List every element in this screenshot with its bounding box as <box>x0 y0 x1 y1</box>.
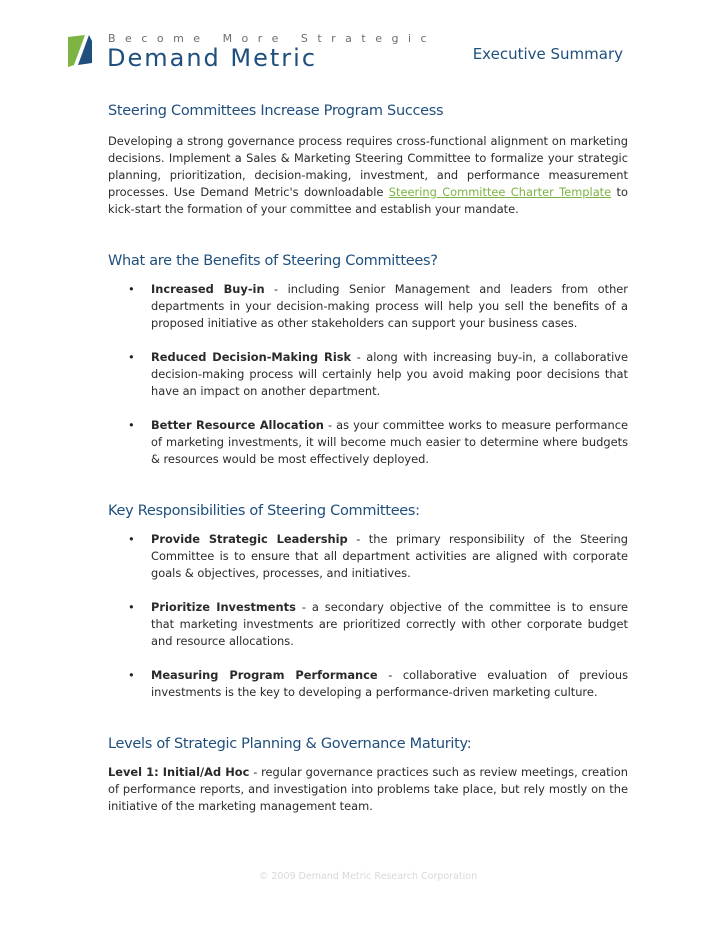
item-title: Increased Buy-in <box>151 282 265 296</box>
list-item <box>108 417 628 468</box>
intro-text-2: to kick-start the formation of your committee and establish your mandate. <box>108 185 628 216</box>
item-text: - a secondary objective of the committee is to ensure that marketing investments are prioritized correctly with other corporate budget and resource allocations. <box>151 600 629 648</box>
bullet-icon: • <box>128 350 135 364</box>
tagline: Become More Strategic <box>108 32 437 45</box>
responsibilities-heading: Key Responsibilities of Steering Committees: <box>108 503 420 519</box>
item-title: Prioritize Investments <box>151 600 296 614</box>
item-text: - collaborative evaluation of previous investments is the key to developing a performance-driven marketing culture. <box>151 668 629 699</box>
item-title: Reduced Decision-Making Risk <box>151 350 352 364</box>
maturity-heading: Levels of Strategic Planning & Governance Maturity: <box>108 736 472 752</box>
item-title: Measuring Program Performance <box>151 668 378 682</box>
bullet-icon: • <box>128 418 135 432</box>
item-title: Better Resource Allocation <box>151 418 324 432</box>
intro-text-1: Developing a strong governance process requires cross-functional alignment on marketing decisions. Implement a Sales & Marketing Steering Committee to formalize your strategic planning, prioritization, decision-making, investment, and performance measurement processes. Use Demand Metric's downloadable <box>108 134 628 199</box>
maturity-paragraph <box>108 764 628 815</box>
bullet-icon: • <box>128 532 135 546</box>
level-text: - regular governance practices such as review meetings, creation of performance reports, and investigation into problems take place, but rely mostly on the initiative of the marketing management team. <box>108 765 628 813</box>
bullet-icon: • <box>128 282 135 296</box>
bullet-icon: • <box>128 668 135 682</box>
level-title: Level 1: Initial/Ad Hoc <box>108 765 250 779</box>
responsibilities-list <box>108 531 628 701</box>
item-text: - the primary responsibility of the Steering Committee is to ensure that all department activities are aligned with corporate goals & objectives, processes, and initiatives. <box>151 532 629 580</box>
item-text: - as your committee works to measure performance of marketing investments, it will become much easier to determine where budgets & resources would be most effectively deployed. <box>151 418 628 466</box>
item-text: - including Senior Management and leaders from other departments in your decision-making process will help you sell the benefits of a proposed initiative as other stakeholders can support your business cases. <box>151 282 628 330</box>
item-text: - along with increasing buy-in, a collaborative decision-making process will certainly help you avoid making poor decisions that have an impact on another department. <box>151 350 628 398</box>
intro-heading: Steering Committees Increase Program Success <box>108 103 444 119</box>
item-title: Provide Strategic Leadership <box>151 532 348 546</box>
brand-name: Demand Metric <box>107 44 318 72</box>
charter-template-link[interactable]: Steering Committee Charter Template <box>388 185 612 199</box>
document-body <box>108 103 628 815</box>
list-item <box>108 281 628 332</box>
document-type: Executive Summary <box>472 45 623 63</box>
list-item <box>108 599 628 650</box>
benefits-heading: What are the Benefits of Steering Committees? <box>108 253 438 269</box>
list-item <box>108 531 628 582</box>
list-item <box>108 667 628 701</box>
list-item <box>108 349 628 400</box>
logo-icon <box>68 35 98 67</box>
bullet-icon: • <box>128 600 135 614</box>
benefits-list <box>108 281 628 468</box>
footer-copyright: © 2009 Demand Metric Research Corporation <box>258 871 478 882</box>
intro-paragraph <box>108 133 628 218</box>
